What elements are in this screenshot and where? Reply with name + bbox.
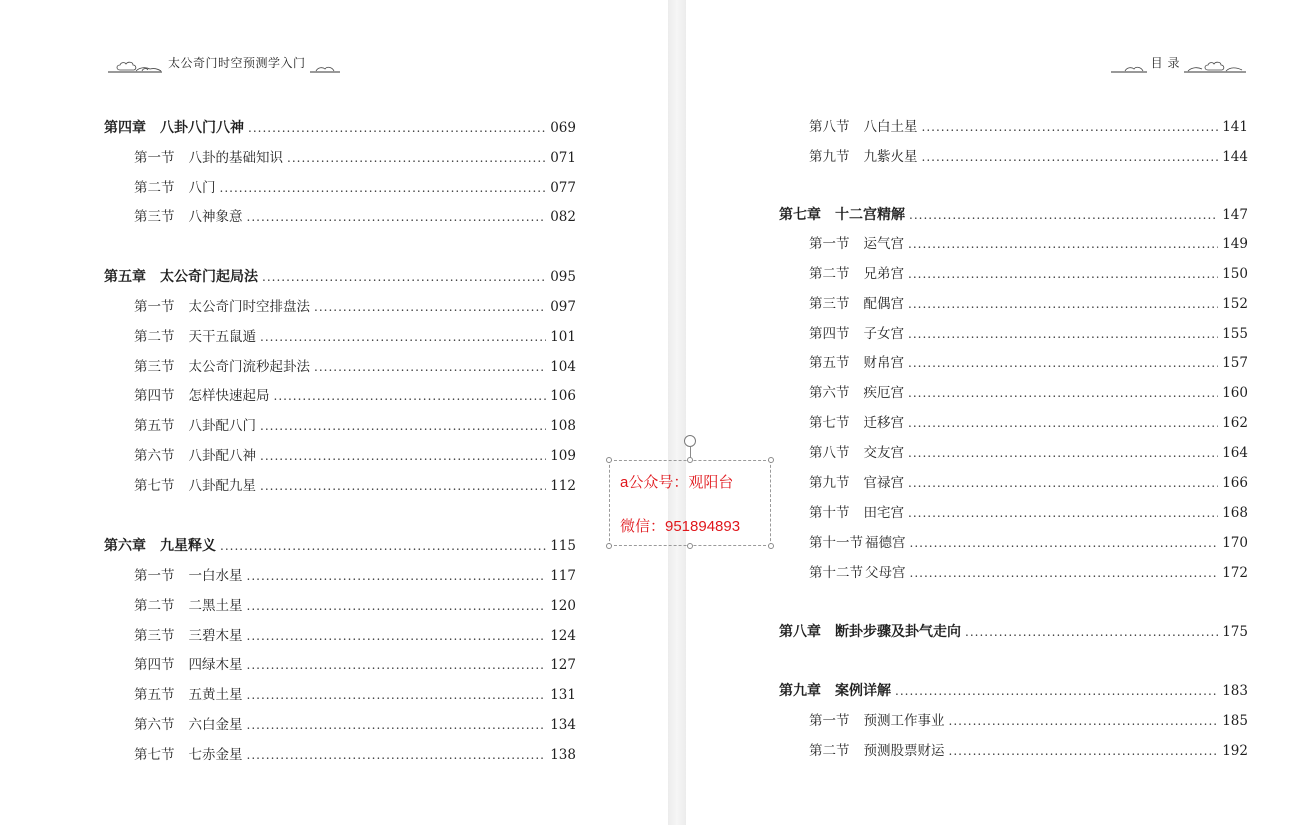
toc-page-number: 124 — [550, 628, 576, 644]
toc-leader-dots — [262, 267, 546, 287]
toc-page-number: 112 — [550, 478, 576, 494]
toc-entry-title: 田宅宫 — [863, 505, 904, 521]
toc-leader-dots — [908, 443, 1218, 463]
toc-page-number: 172 — [1222, 565, 1248, 581]
toc-section-left-17[interactable] — [134, 685, 576, 705]
toc-entry-label: 第八节 — [809, 119, 850, 135]
toc-entry-title: 子女宫 — [863, 326, 904, 342]
toc-page-number: 104 — [550, 359, 576, 375]
toc-entry-label: 第三节 — [809, 296, 850, 312]
toc-section-left-13[interactable] — [134, 566, 576, 586]
toc-leader-dots — [247, 745, 547, 765]
toc-page-number: 077 — [550, 180, 576, 196]
toc-section-right-1[interactable] — [809, 147, 1248, 167]
resize-handle-top[interactable] — [687, 457, 693, 463]
watermark-line-2: 微信：951894893 — [620, 518, 741, 535]
rotate-handle-icon[interactable] — [684, 435, 696, 447]
toc-section-right-0[interactable] — [809, 117, 1248, 137]
toc-entry-title: 疾厄宫 — [863, 385, 904, 401]
toc-section-left-15[interactable] — [134, 626, 576, 646]
toc-entry-title: 一白水星 — [188, 568, 243, 584]
toc-section-left-1[interactable] — [134, 148, 576, 168]
toc-entry-title: 十二宫精解 — [835, 207, 905, 223]
toc-entry-label: 第七节 — [809, 415, 850, 431]
toc-section-right-8[interactable] — [809, 383, 1248, 403]
toc-leader-dots — [247, 207, 547, 227]
toc-entry-title: 案例详解 — [835, 683, 891, 699]
toc-page-number: 162 — [1222, 415, 1248, 431]
toc-page-number: 109 — [550, 448, 576, 464]
toc-entry-title: 八白土星 — [863, 119, 918, 135]
toc-entry-title: 预测工作事业 — [863, 713, 945, 729]
resize-handle-top-right[interactable] — [768, 457, 774, 463]
toc-leader-dots — [248, 118, 546, 138]
toc-leader-dots — [949, 741, 1219, 761]
toc-entry-label: 第九章 — [779, 683, 821, 699]
toc-leader-dots — [895, 681, 1218, 701]
toc-entry-title: 四绿木星 — [188, 657, 243, 673]
toc-section-left-5[interactable] — [134, 297, 576, 317]
toc-entry-title: 八卦八门八神 — [160, 120, 244, 136]
toc-leader-dots — [247, 566, 547, 586]
toc-page-number: 108 — [550, 418, 576, 434]
toc-entry-label: 第五节 — [134, 418, 175, 434]
toc-entry-label: 第一节 — [134, 568, 175, 584]
toc-entry-title: 八卦配九星 — [188, 478, 256, 494]
toc-entry-label: 第二节 — [134, 180, 175, 196]
resize-handle-bottom-left[interactable] — [606, 543, 612, 549]
toc-entry-label: 第五节 — [809, 355, 850, 371]
toc-leader-dots — [908, 353, 1218, 373]
toc-page-number: 170 — [1222, 535, 1248, 551]
toc-entry-label: 第二节 — [134, 598, 175, 614]
toc-entry-label: 第四节 — [809, 326, 850, 342]
toc-entry-title: 天干五鼠遁 — [188, 329, 256, 345]
toc-page-number: 183 — [1222, 683, 1248, 699]
toc-section-right-6[interactable] — [809, 324, 1248, 344]
toc-entry-title: 官禄宫 — [863, 475, 904, 491]
toc-page-number: 150 — [1222, 266, 1248, 282]
toc-leader-dots — [220, 536, 546, 556]
toc-page-number: 175 — [1222, 624, 1248, 640]
toc-entry-label: 第一节 — [809, 236, 850, 252]
toc-entry-title: 财帛宫 — [863, 355, 904, 371]
toc-entry-title: 三碧木星 — [188, 628, 243, 644]
toc-entry-title: 二黑土星 — [188, 598, 243, 614]
toc-entry-label: 第六节 — [809, 385, 850, 401]
toc-leader-dots — [220, 178, 547, 198]
toc-section-left-6[interactable] — [134, 327, 576, 347]
toc-page-number: 147 — [1222, 207, 1248, 223]
toc-page-number: 117 — [550, 568, 576, 584]
toc-page-number: 120 — [550, 598, 576, 614]
toc-leader-dots — [965, 622, 1218, 642]
toc-section-left-3[interactable] — [134, 207, 576, 227]
toc-entry-title: 预测股票财运 — [863, 743, 945, 759]
toc-section-left-18[interactable] — [134, 715, 576, 735]
watermark-text-box[interactable] — [609, 460, 771, 546]
toc-entry-title: 兄弟宫 — [863, 266, 904, 282]
toc-chapter-left-12[interactable] — [104, 536, 576, 556]
toc-entry-label: 第五章 — [104, 269, 146, 285]
toc-page-number: 138 — [550, 747, 576, 763]
toc-page-number: 127 — [550, 657, 576, 673]
toc-section-right-10[interactable] — [809, 443, 1248, 463]
toc-page-number: 131 — [550, 687, 576, 703]
toc-entry-title: 迁移宫 — [863, 415, 904, 431]
toc-page-number: 115 — [550, 538, 576, 554]
toc-chapter-right-15[interactable] — [779, 622, 1248, 642]
toc-page-number: 157 — [1222, 355, 1248, 371]
toc-page-number: 101 — [550, 329, 576, 345]
toc-entry-title: 六白金星 — [188, 717, 243, 733]
toc-leader-dots — [247, 715, 547, 735]
toc-entry-label: 第八节 — [809, 445, 850, 461]
toc-entry-label: 第三节 — [134, 359, 175, 375]
toc-page-number: 155 — [1222, 326, 1248, 342]
toc-entry-title: 八神象意 — [188, 209, 243, 225]
toc-leader-dots — [908, 473, 1218, 493]
toc-entry-label: 第一节 — [134, 150, 175, 166]
toc-section-right-4[interactable] — [809, 264, 1248, 284]
toc-section-right-14[interactable] — [809, 563, 1248, 583]
toc-page-number: 168 — [1222, 505, 1248, 521]
toc-entry-label: 第七节 — [134, 478, 175, 494]
toc-chapter-right-16[interactable] — [779, 681, 1248, 701]
toc-leader-dots — [260, 327, 546, 347]
toc-entry-label: 第四节 — [134, 388, 175, 404]
toc-entry-label: 第八章 — [779, 624, 821, 640]
toc-leader-dots — [260, 476, 546, 496]
right-header-title: 目 录 — [1150, 56, 1180, 70]
toc-entry-title: 八卦的基础知识 — [188, 150, 283, 166]
toc-page-number: 160 — [1222, 385, 1248, 401]
resize-handle-bottom[interactable] — [687, 543, 693, 549]
toc-leader-dots — [910, 563, 1219, 583]
toc-leader-dots — [247, 655, 547, 675]
toc-section-left-16[interactable] — [134, 655, 576, 675]
toc-page-number: 164 — [1222, 445, 1248, 461]
resize-handle-bottom-right[interactable] — [768, 543, 774, 549]
toc-page-number: 141 — [1222, 119, 1248, 135]
toc-section-right-12[interactable] — [809, 503, 1248, 523]
toc-page-number: 185 — [1222, 713, 1248, 729]
toc-entry-label: 第二节 — [809, 743, 850, 759]
right-running-header — [1108, 50, 1246, 74]
toc-leader-dots — [908, 413, 1218, 433]
toc-leader-dots — [908, 324, 1218, 344]
toc-section-right-3[interactable] — [809, 234, 1248, 254]
toc-entry-label: 第九节 — [809, 149, 850, 165]
book-gutter — [668, 0, 686, 825]
cloud-ornament-icon — [1184, 56, 1246, 74]
toc-entry-title: 八卦配八神 — [188, 448, 256, 464]
toc-page-number: 149 — [1222, 236, 1248, 252]
toc-leader-dots — [922, 117, 1219, 137]
toc-leader-dots — [287, 148, 546, 168]
toc-entry-label: 第十二节 — [809, 565, 863, 581]
toc-leader-dots — [247, 685, 547, 705]
toc-page-number: 144 — [1222, 149, 1248, 165]
toc-chapter-left-0[interactable] — [104, 118, 576, 138]
toc-section-left-8[interactable] — [134, 386, 576, 406]
toc-entry-title: 交友宫 — [863, 445, 904, 461]
toc-chapter-right-2[interactable] — [779, 205, 1248, 225]
toc-entry-title: 太公奇门流秒起卦法 — [188, 359, 310, 375]
toc-section-right-11[interactable] — [809, 473, 1248, 493]
toc-entry-label: 第十节 — [809, 505, 850, 521]
toc-entry-title: 七赤金星 — [188, 747, 243, 763]
toc-leader-dots — [909, 205, 1218, 225]
watermark-line-1: a公众号：观阳台 — [620, 474, 734, 491]
toc-entry-title: 配偶宫 — [863, 296, 904, 312]
cloud-ornament-small-icon — [310, 56, 340, 74]
cloud-ornament-icon — [106, 56, 164, 74]
toc-entry-label: 第一节 — [134, 299, 175, 315]
toc-section-left-11[interactable] — [134, 476, 576, 496]
toc-entry-label: 第三节 — [134, 628, 175, 644]
toc-entry-label: 第七章 — [779, 207, 821, 223]
toc-entry-title: 父母宫 — [865, 565, 906, 581]
toc-page-number: 134 — [550, 717, 576, 733]
toc-section-left-10[interactable] — [134, 446, 576, 466]
toc-entry-label: 第六节 — [134, 448, 175, 464]
toc-entry-label: 第六节 — [134, 717, 175, 733]
toc-leader-dots — [274, 386, 547, 406]
toc-leader-dots — [260, 416, 546, 436]
toc-section-right-13[interactable] — [809, 533, 1248, 553]
toc-leader-dots — [922, 147, 1219, 167]
toc-page-number: 069 — [550, 120, 576, 136]
left-header-title: 太公奇门时空预测学入门 — [168, 56, 306, 70]
toc-section-right-7[interactable] — [809, 353, 1248, 373]
toc-entry-label: 第四章 — [104, 120, 146, 136]
toc-page-number: 082 — [550, 209, 576, 225]
toc-section-left-9[interactable] — [134, 416, 576, 436]
toc-entry-label: 第五节 — [134, 687, 175, 703]
toc-entry-label: 第六章 — [104, 538, 146, 554]
toc-entry-title: 断卦步骤及卦气走向 — [835, 624, 961, 640]
toc-section-left-7[interactable] — [134, 357, 576, 377]
toc-entry-title: 福德宫 — [865, 535, 906, 551]
toc-section-right-5[interactable] — [809, 294, 1248, 314]
toc-entry-label: 第二节 — [134, 329, 175, 345]
toc-page-number: 166 — [1222, 475, 1248, 491]
toc-leader-dots — [247, 626, 547, 646]
toc-leader-dots — [314, 297, 546, 317]
toc-page-number: 097 — [550, 299, 576, 315]
toc-entry-title: 九星释义 — [160, 538, 216, 554]
toc-leader-dots — [908, 234, 1218, 254]
toc-leader-dots — [314, 357, 546, 377]
toc-page-number: 152 — [1222, 296, 1248, 312]
toc-section-left-14[interactable] — [134, 596, 576, 616]
toc-chapter-left-4[interactable] — [104, 267, 576, 287]
cloud-ornament-small-icon — [1111, 56, 1147, 74]
toc-section-left-19[interactable] — [134, 745, 576, 765]
toc-leader-dots — [908, 383, 1218, 403]
toc-page-number: 106 — [550, 388, 576, 404]
toc-entry-label: 第七节 — [134, 747, 175, 763]
toc-leader-dots — [949, 711, 1219, 731]
toc-page-number: 095 — [550, 269, 576, 285]
toc-section-right-18[interactable] — [809, 741, 1248, 761]
toc-entry-label: 第二节 — [809, 266, 850, 282]
toc-entry-label: 第三节 — [134, 209, 175, 225]
toc-entry-title: 太公奇门时空排盘法 — [188, 299, 310, 315]
toc-entry-title: 太公奇门起局法 — [160, 269, 258, 285]
toc-leader-dots — [908, 264, 1218, 284]
toc-entry-title: 八门 — [188, 180, 216, 196]
toc-section-right-9[interactable] — [809, 413, 1248, 433]
toc-entry-label: 第一节 — [809, 713, 850, 729]
resize-handle-top-left[interactable] — [606, 457, 612, 463]
toc-leader-dots — [908, 294, 1218, 314]
toc-leader-dots — [247, 596, 547, 616]
left-running-header — [106, 50, 342, 74]
toc-section-right-17[interactable] — [809, 711, 1248, 731]
toc-entry-label: 第十一节 — [809, 535, 863, 551]
toc-entry-title: 九紫火星 — [863, 149, 918, 165]
toc-entry-label: 第九节 — [809, 475, 850, 491]
toc-entry-title: 五黄土星 — [188, 687, 243, 703]
toc-entry-label: 第四节 — [134, 657, 175, 673]
toc-leader-dots — [260, 446, 546, 466]
toc-entry-title: 八卦配八门 — [188, 418, 256, 434]
toc-leader-dots — [908, 503, 1218, 523]
toc-leader-dots — [910, 533, 1219, 553]
toc-page-number: 071 — [550, 150, 576, 166]
toc-section-left-2[interactable] — [134, 178, 576, 198]
toc-page-number: 192 — [1222, 743, 1248, 759]
toc-entry-title: 怎样快速起局 — [188, 388, 270, 404]
toc-entry-title: 运气宫 — [863, 236, 904, 252]
